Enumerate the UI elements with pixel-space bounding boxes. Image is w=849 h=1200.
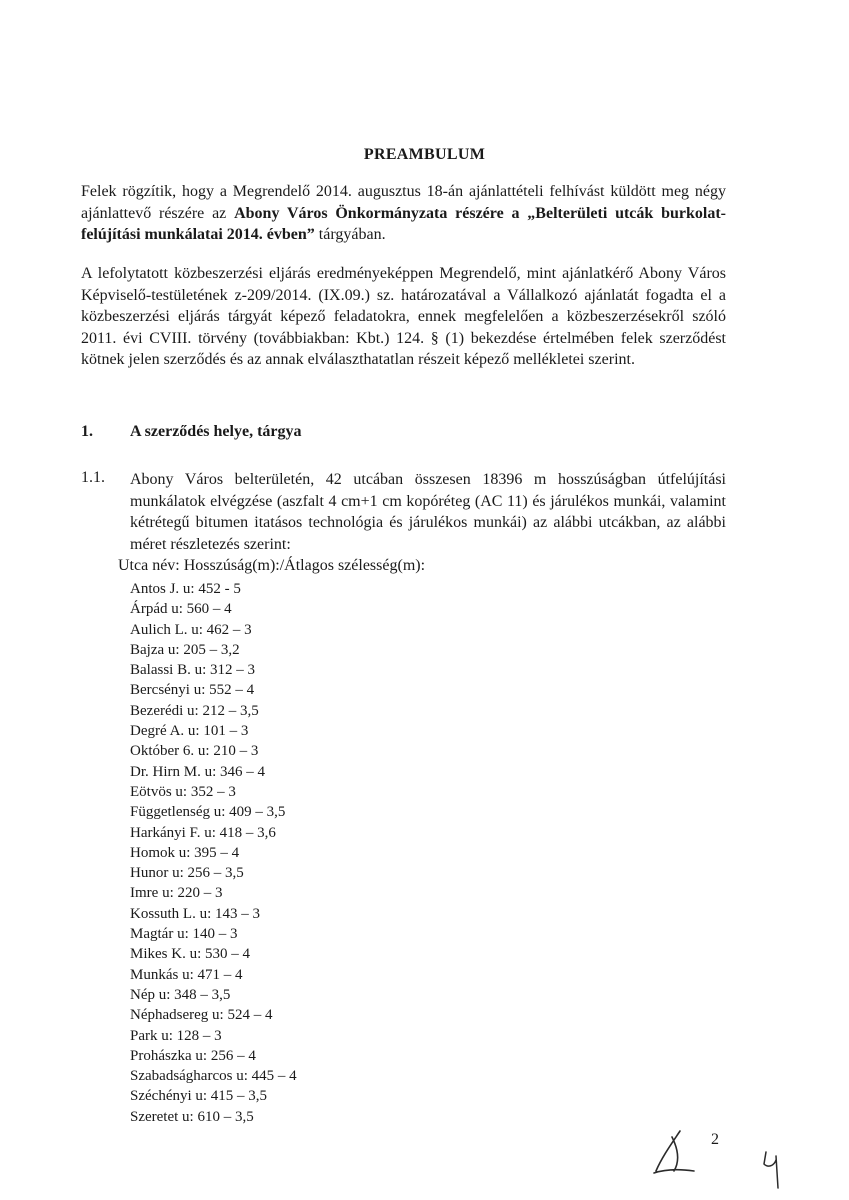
page-number: 2	[711, 1131, 719, 1148]
street-list-item: Dr. Hirn M. u: 346 – 4	[130, 763, 265, 780]
handwritten-initial	[650, 1127, 700, 1177]
street-list-item: Széchényi u: 415 – 3,5	[130, 1088, 268, 1105]
procedure-paragraph: A lefolytatott közbeszerzési eljárás eredményeképpen Megrendelő, mint ajánlatkérő Abony Város Képviselő-testületének z-209/2014. (IX.09.) sz. határozatával a Vállalkozó ajánlatát fogadta el a közbeszerzési eljárás tárgyát képező feladatokra, ennek megfelelően a közbeszerzésekről szóló 2011. évi CVIII. törvény (továbbiakban: Kbt.) 124. § (1) bekezdése értelmében felek szerződést kötnek jelen szerződés és az annak elválaszthatatlan részeit képező mellékletei szerint.	[81, 265, 726, 368]
handwritten-mark	[760, 1148, 788, 1192]
street-list-item: Mikes K. u: 530 – 4	[130, 946, 250, 963]
street-list-item: Hunor u: 256 – 3,5	[130, 865, 244, 882]
street-list-item: Nép u: 348 – 3,5	[130, 986, 231, 1003]
street-list-item: Prohászka u: 256 – 4	[130, 1047, 256, 1064]
street-list-item: Park u: 128 – 3	[130, 1027, 222, 1044]
street-list-item: Munkás u: 471 – 4	[130, 966, 243, 983]
street-list-item: Szeretet u: 610 – 3,5	[130, 1108, 254, 1125]
street-list-item: Degré A. u: 101 – 3	[130, 723, 249, 740]
street-list	[130, 579, 297, 1127]
street-list-item: Balassi B. u: 312 – 3	[130, 662, 256, 679]
street-list-item: Bajza u: 205 – 3,2	[130, 641, 240, 658]
street-list-item: Kossuth L. u: 143 – 3	[130, 905, 261, 922]
street-list-item: Október 6. u: 210 – 3	[130, 743, 259, 760]
street-list-item: Magtár u: 140 – 3	[130, 926, 238, 943]
street-list-item: Antos J. u: 452 - 5	[130, 581, 241, 597]
street-list-item: Árpád u: 560 – 4	[130, 601, 232, 618]
subsection-text: Abony Város belterületén, 42 utcában összesen 18396 m hosszúságban útfelújítási munkálatok elvégzése (aszfalt 4 cm+1 cm kopóréteg (AC 11) és járulékos munkái, valamint kétrétegű bitumen itatásos technológia és járulékos munkái) az alábbi utcákban, az alábbi méret részletezés szerint:	[130, 471, 726, 553]
intro-text-start: Felek rögzítik, hogy a Megrendelő 2014. augusztus 18-án ajánlattételi felhívást küldött meg négy ajánlattevő részére az	[81, 183, 726, 222]
intro-text-end: tárgyában.	[314, 226, 386, 243]
section-title: A szerződés helye, tárgya	[130, 423, 302, 440]
street-list-item: Néphadsereg u: 524 – 4	[130, 1007, 273, 1024]
intro-paragraph	[81, 181, 726, 246]
street-list-item: Bercsényi u: 552 – 4	[130, 682, 255, 699]
street-list-item: Aulich L. u: 462 – 3	[130, 621, 252, 638]
street-list-item: Eötvös u: 352 – 3	[130, 783, 236, 800]
subsection-number: 1.1.	[81, 469, 105, 486]
street-list-item: Bezerédi u: 212 – 3,5	[130, 702, 259, 719]
street-list-item: Harkányi F. u: 418 – 3,6	[130, 824, 276, 841]
document-title: PREAMBULUM	[363, 146, 486, 163]
section-number: 1.	[81, 423, 93, 440]
street-list-header: Utca név: Hosszúság(m):/Átlagos szélesség(m):	[118, 557, 426, 574]
street-list-item: Homok u: 395 – 4	[130, 844, 240, 861]
street-list-item: Imre u: 220 – 3	[130, 885, 223, 902]
street-list-item: Függetlenség u: 409 – 3,5	[130, 804, 286, 821]
intro-subject-bold: Abony Város Önkormányzata részére a „Belterületi utcák burkolat-felújítási munkálatai 2014. évben”	[81, 204, 727, 243]
street-list-item: Szabadságharcos u: 445 – 4	[130, 1068, 297, 1085]
